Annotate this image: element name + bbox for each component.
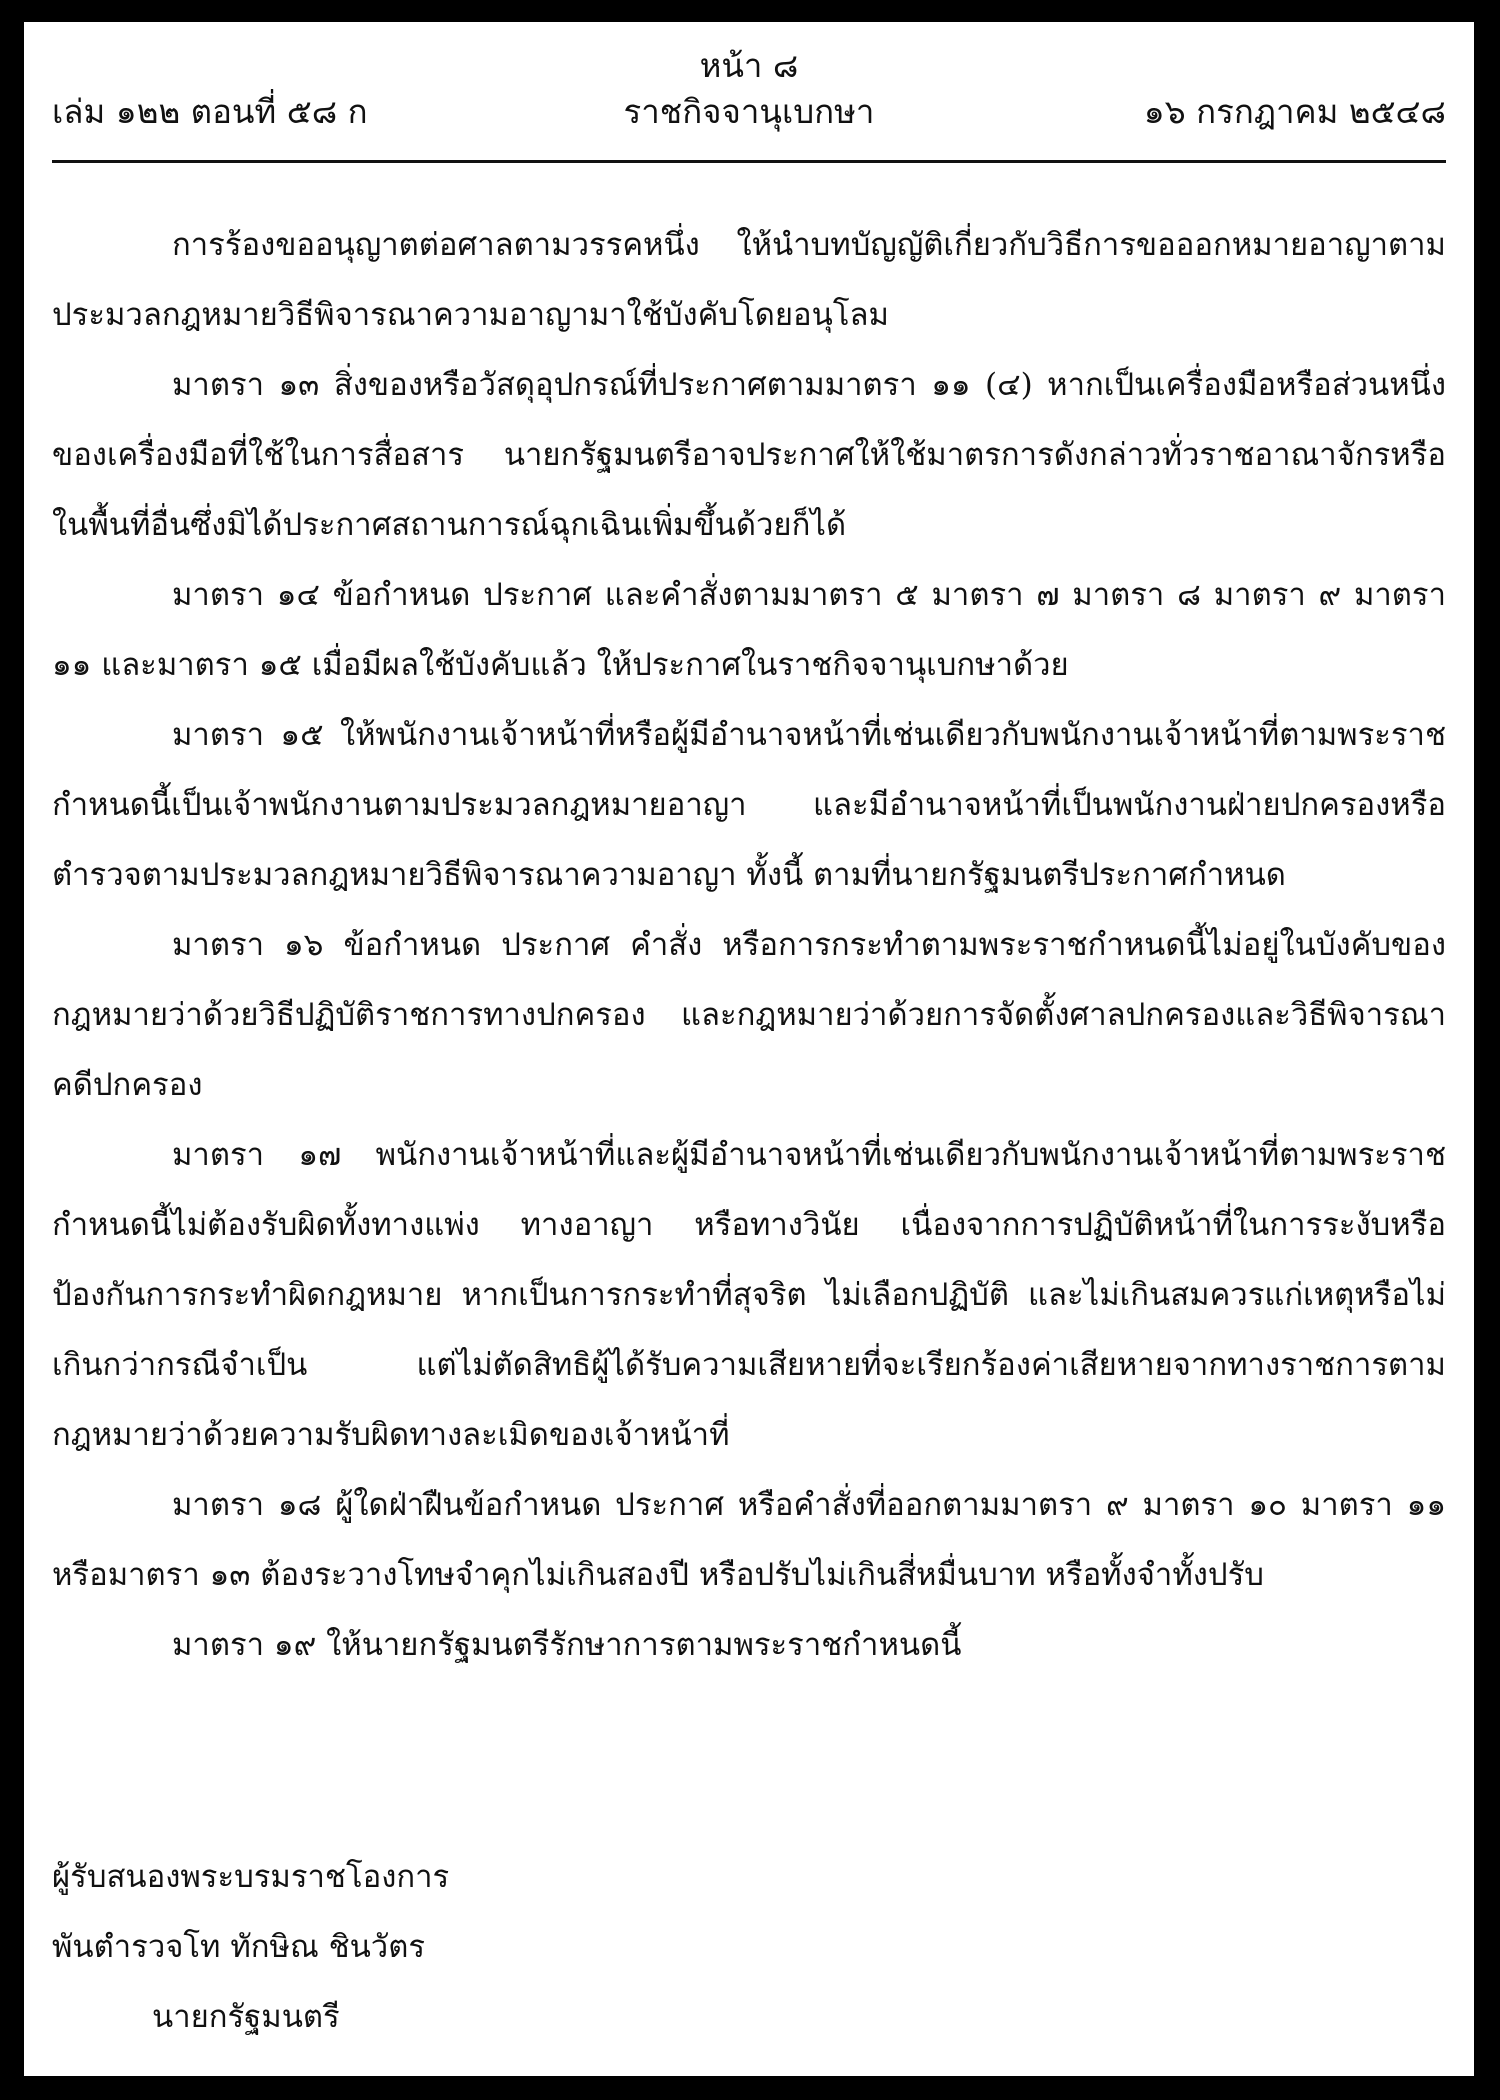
signatory-name: พันตำรวจโท ทักษิณ ชินวัตร (52, 1929, 425, 1965)
section-19: มาตรา ๑๙ ให้นายกรัฐมนตรีรักษาการตามพระราชกำหนดนี้ (172, 1627, 962, 1663)
signatory-position: นายกรัฐมนตรี (152, 1999, 340, 2035)
gazette-page (24, 22, 1474, 2076)
page-number: หน้า ๘ (699, 46, 799, 85)
signature-block (52, 1842, 449, 2052)
header-row (52, 88, 1446, 136)
section-15: มาตรา ๑๕ ให้พนักงานเจ้าหน้าที่หรือผู้มีอำนาจหน้าที่เช่นเดียวกับพนักงานเจ้าหน้าที่ตามพระราชกำหนดนี้เป็นเจ้าพนักงานตามประมวลกฎหมายอาญา และมีอำนาจหน้าที่เป็นพนักงานฝ่ายปกครองหรือตำรวจตามประมวลกฎหมายวิธีพิจารณาความอาญา ทั้งนี้ ตามที่นายกรัฐมนตรีประกาศกำหนด (52, 717, 1446, 893)
header-divider (52, 160, 1446, 163)
countersign-label: ผู้รับสนองพระบรมราชโองการ (52, 1859, 450, 1895)
page-header (52, 44, 1446, 136)
publication-date: ๑๖ กรกฎาคม ๒๕๔๘ (1143, 92, 1446, 131)
publication-title: ราชกิจจานุเบกษา (623, 92, 875, 131)
volume-issue: เล่ม ๑๒๒ ตอนที่ ๕๘ ก (52, 92, 368, 131)
section-13: มาตรา ๑๓ สิ่งของหรือวัสดุอุปกรณ์ที่ประกาศตามมาตรา ๑๑ (๔) หากเป็นเครื่องมือหรือส่วนหนึ่งของเครื่องมือที่ใช้ในการสื่อสาร นายกรัฐมนตรีอาจประกาศให้ใช้มาตรการดังกล่าวทั่วราชอาณาจักรหรือในพื้นที่อื่นซึ่งมิได้ประกาศสถานการณ์ฉุกเฉินเพิ่มขึ้นด้วยก็ได้ (52, 367, 1446, 543)
section-17: มาตรา ๑๗ พนักงานเจ้าหน้าที่และผู้มีอำนาจหน้าที่เช่นเดียวกับพนักงานเจ้าหน้าที่ตามพระราชกำหนดนี้ไม่ต้องรับผิดทั้งทางแพ่ง ทางอาญา หรือทางวินัย เนื่องจากการปฏิบัติหน้าที่ในการระงับหรือป้องกันการกระทำผิดกฎหมาย หากเป็นการกระทำที่สุจริต ไม่เลือกปฏิบัติ และไม่เกินสมควรแก่เหตุหรือไม่เกินกว่ากรณีจำเป็น แต่ไม่ตัดสิทธิผู้ได้รับความเสียหายที่จะเรียกร้องค่าเสียหายจากทางราชการตามกฎหมายว่าด้วยความรับผิดทางละเมิดของเจ้าหน้าที่ (52, 1137, 1446, 1453)
paragraph: การร้องขออนุญาตต่อศาลตามวรรคหนึ่ง ให้นำบทบัญญัติเกี่ยวกับวิธีการขอออกหมายอาญาตามประมวลกฎหมายวิธีพิจารณาความอาญามาใช้บังคับโดยอนุโลม (52, 227, 1446, 333)
document-body (52, 210, 1446, 1680)
section-18: มาตรา ๑๘ ผู้ใดฝ่าฝืนข้อกำหนด ประกาศ หรือคำสั่งที่ออกตามมาตรา ๙ มาตรา ๑๐ มาตรา ๑๑ หรือมาตรา ๑๓ ต้องระวางโทษจำคุกไม่เกินสองปี หรือปรับไม่เกินสี่หมื่นบาท หรือทั้งจำทั้งปรับ (52, 1487, 1446, 1593)
section-16: มาตรา ๑๖ ข้อกำหนด ประกาศ คำสั่ง หรือการกระทำตามพระราชกำหนดนี้ไม่อยู่ในบังคับของกฎหมายว่าด้วยวิธีปฏิบัติราชการทางปกครอง และกฎหมายว่าด้วยการจัดตั้งศาลปกครองและวิธีพิจารณาคดีปกครอง (52, 927, 1446, 1103)
section-14: มาตรา ๑๔ ข้อกำหนด ประกาศ และคำสั่งตามมาตรา ๕ มาตรา ๗ มาตรา ๘ มาตรา ๙ มาตรา ๑๑ และมาตรา ๑๕ เมื่อมีผลใช้บังคับแล้ว ให้ประกาศในราชกิจจานุเบกษาด้วย (52, 577, 1446, 683)
